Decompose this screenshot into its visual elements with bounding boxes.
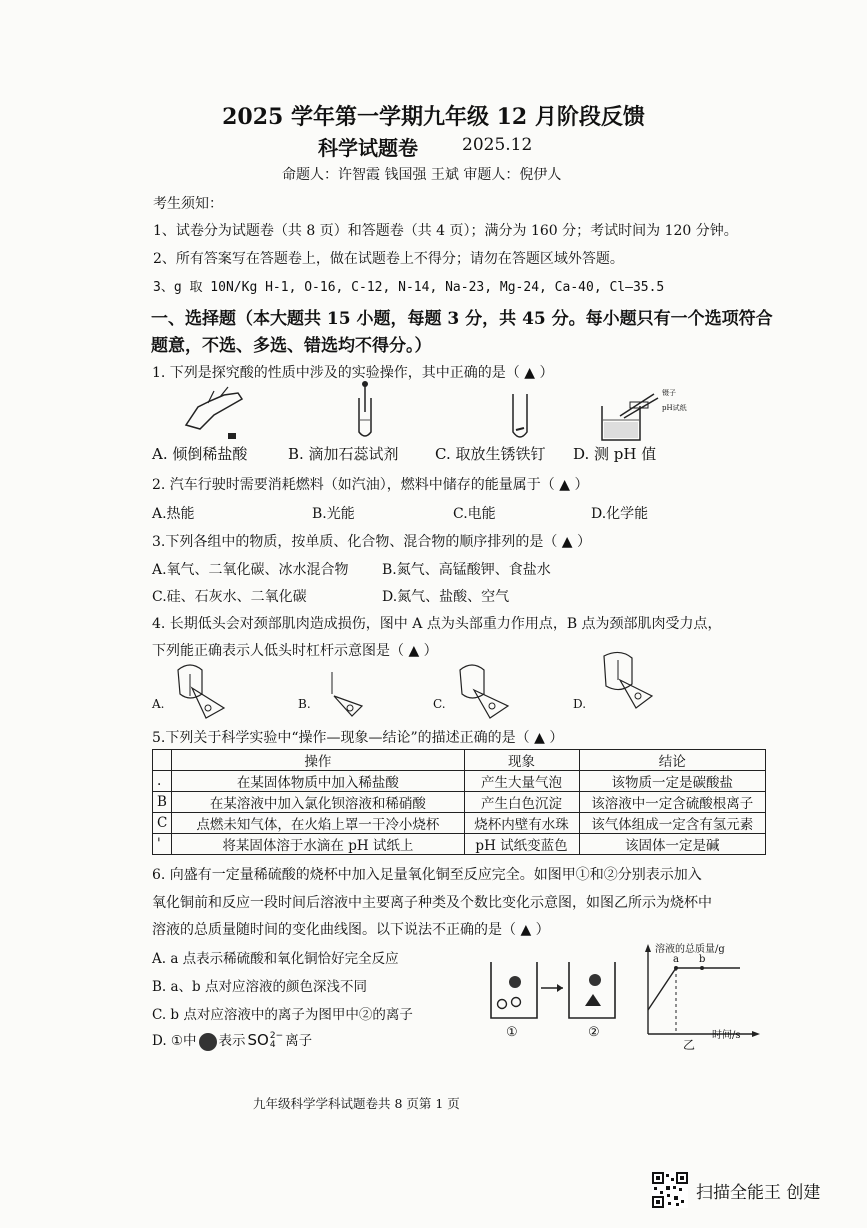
q5-header-conclusion: 结论	[579, 750, 765, 771]
q5-row-label: '	[153, 834, 172, 855]
section-heading-line2: 题意，不选、多选、错选均不得分。）	[151, 336, 432, 356]
q5-header-operation: 操作	[172, 750, 464, 771]
exam-subtitle: 科学试题卷	[318, 136, 418, 160]
q5-header-phenomenon: 现象	[464, 750, 579, 771]
page-footer: 九年级科学学科试题卷共 8 页第 1 页	[253, 1096, 460, 1111]
ion-subscript: 4	[269, 1039, 276, 1050]
exam-date: 2025.12	[462, 135, 533, 155]
q5-stem: 5.下列关于科学实验中“操作—现象—结论”的描述正确的是（ ▲ ）	[152, 730, 564, 746]
q5-row-phenomenon: 烧杯内壁有水珠	[464, 813, 579, 834]
q2-option-b: B.光能	[312, 506, 355, 522]
q4-figure-d	[590, 650, 660, 710]
q3-option-c: C.硅、石灰水、二氧化碳	[152, 589, 307, 605]
q4-stem-line1: 4. 长期低头会对颈部肌肉造成损伤，图中 A 点为头部重力作用点，B 点为颈部肌肉受力点，	[152, 616, 722, 632]
q4-stem-line2: 下列能正确表示人低头时杠杆示意图是（ ▲ ）	[152, 643, 438, 659]
notice-item-1: 1、试卷分为试题卷（共 8 页）和答题卷（共 4 页）；满分为 160 分；考试时间为 120 分钟。	[153, 223, 738, 239]
q6-option-d-ion	[248, 1031, 284, 1049]
q6-beaker-2-label: ②	[588, 1025, 600, 1040]
q1-option-a: A. 倾倒稀盐酸	[152, 445, 248, 463]
q1-option-d: D. 测 pH 值	[573, 445, 657, 463]
ion-circle-icon	[199, 1033, 217, 1051]
q6-stem-line1: 6. 向盛有一定量稀硫酸的烧杯中加入足量氧化铜至反应完全。如图甲①和②分别表示加入	[152, 867, 702, 883]
q1-option-c: C. 取放生锈铁钉	[435, 445, 546, 463]
q3-stem: 3.下列各组中的物质，按单质、化合物、混合物的顺序排列的是（ ▲ ）	[152, 534, 592, 550]
q3-option-a: A.氧气、二氧化碳、冰水混合物	[152, 562, 349, 578]
q5-table-header	[153, 750, 766, 771]
ion-symbol: SO	[247, 1031, 269, 1049]
q4-option-a: A.	[152, 697, 165, 711]
q6-option-c: C. b 点对应溶液中的离子为图甲中②的离子	[152, 1007, 413, 1023]
q6-option-d-mid: 表示	[218, 1033, 246, 1049]
q5-row-operation: 点燃未知气体，在火焰上罩一干冷小烧杯	[172, 813, 464, 834]
q1-label-ph-paper: pH试纸	[662, 404, 687, 412]
q5-table	[152, 749, 766, 855]
q5-row-label: .	[153, 771, 172, 792]
q4-figure-c	[450, 660, 520, 720]
q6-option-b: B. a、b 点对应溶液的颜色深浅不同	[152, 979, 367, 995]
q2-option-c: C.电能	[453, 506, 496, 522]
notice-item-3: 3、g 取 10N/Kg H-1, O-16, C-12, N-14, Na-23, Mg-24, Ca-40, Cl—35.5	[153, 280, 665, 295]
q6-option-d-prefix: D. ①中	[152, 1033, 197, 1049]
q6-option-d-suffix: 离子	[285, 1033, 313, 1049]
exam-title: 2025 学年第一学期九年级 12 月阶段反馈	[222, 104, 645, 130]
q1-option-b: B. 滴加石蕊试剂	[288, 445, 399, 463]
table-row	[153, 771, 766, 792]
q3-option-b: B.氮气、高锰酸钾、食盐水	[382, 562, 551, 578]
q2-stem: 2. 汽车行驶时需要消耗燃料（如汽油），燃料中储存的能量属于（ ▲ ）	[152, 477, 589, 493]
q3-option-d: D.氮气、盐酸、空气	[382, 589, 510, 605]
q5-row-label: C	[153, 813, 172, 834]
q4-option-d: D.	[573, 697, 587, 711]
q1-label-tweezer: 镊子	[662, 389, 676, 397]
qr-code-icon	[652, 1172, 688, 1208]
q5-row-operation: 在某固体物质中加入稀盐酸	[172, 771, 464, 792]
table-row	[153, 813, 766, 834]
scanner-watermark: 扫描全能王 创建	[696, 1183, 821, 1203]
q4-option-b: B.	[298, 697, 311, 711]
q5-row-phenomenon: 产生白色沉淀	[464, 792, 579, 813]
q6-stem-line2: 氧化铜前和反应一段时间后溶液中主要离子种类及个数比变化示意图，如图乙所示为烧杯中	[152, 895, 712, 911]
q6-option-d	[152, 1029, 312, 1051]
q6-stem-line3: 溶液的总质量随时间的变化曲线图。以下说法不正确的是（ ▲ ）	[152, 922, 550, 938]
exam-authors: 命题人：许智霞 钱国强 王斌 审题人：倪伊人	[282, 167, 562, 183]
q6-graph-ylabel: 溶液的总质量/g	[655, 944, 725, 955]
q6-graph-point-a: a	[673, 954, 679, 965]
q6-graph-caption: 乙	[683, 1038, 696, 1052]
q1-stem: 1. 下列是探究酸的性质中涉及的实验操作，其中正确的是（ ▲ ）	[152, 365, 554, 381]
q1-figure-c	[508, 392, 532, 442]
q2-option-a: A.热能	[152, 506, 195, 522]
notice-item-2: 2、所有答案写在答题卷上，做在试题卷上不得分；请勿在答题区域外答题。	[153, 251, 624, 267]
q1-figure-b	[350, 380, 380, 440]
q6-graph-point-b: b	[699, 954, 706, 965]
q1-figure-a	[180, 385, 250, 440]
q6-beaker-1-label: ①	[506, 1025, 518, 1040]
q5-row-phenomenon: 产生大量气泡	[464, 771, 579, 792]
notice-heading: 考生须知：	[153, 196, 223, 212]
q5-row-conclusion: 该物质一定是碳酸盐	[579, 771, 765, 792]
q5-header-blank	[153, 750, 172, 771]
q6-beaker-diagram	[487, 958, 635, 1028]
table-row	[153, 792, 766, 813]
q5-row-conclusion: 该固体一定是碱	[579, 834, 765, 855]
section-heading-line1: 一、选择题（本大题共 15 小题，每题 3 分，共 45 分。每小题只有一个选项符合	[151, 309, 773, 329]
q5-row-label: B	[153, 792, 172, 813]
q2-option-d: D.化学能	[591, 506, 649, 522]
q4-option-c: C.	[433, 697, 446, 711]
q5-row-conclusion: 该溶液中一定含硫酸根离子	[579, 792, 765, 813]
q4-figure-b	[316, 666, 376, 716]
q5-row-operation: 在某溶液中加入氯化钡溶液和稀硝酸	[172, 792, 464, 813]
q6-graph-xlabel: 时间/s	[712, 1030, 741, 1041]
q5-row-conclusion: 该气体组成一定含有氢元素	[579, 813, 765, 834]
q5-row-operation: 将某固体溶于水滴在 pH 试纸上	[172, 834, 464, 855]
q6-option-a: A. a 点表示稀硫酸和氧化铜恰好完全反应	[152, 951, 399, 967]
q4-figure-a	[168, 660, 238, 720]
table-row	[153, 834, 766, 855]
ion-charge: 2−	[269, 1030, 284, 1041]
q5-row-phenomenon: pH 试纸变蓝色	[464, 834, 579, 855]
